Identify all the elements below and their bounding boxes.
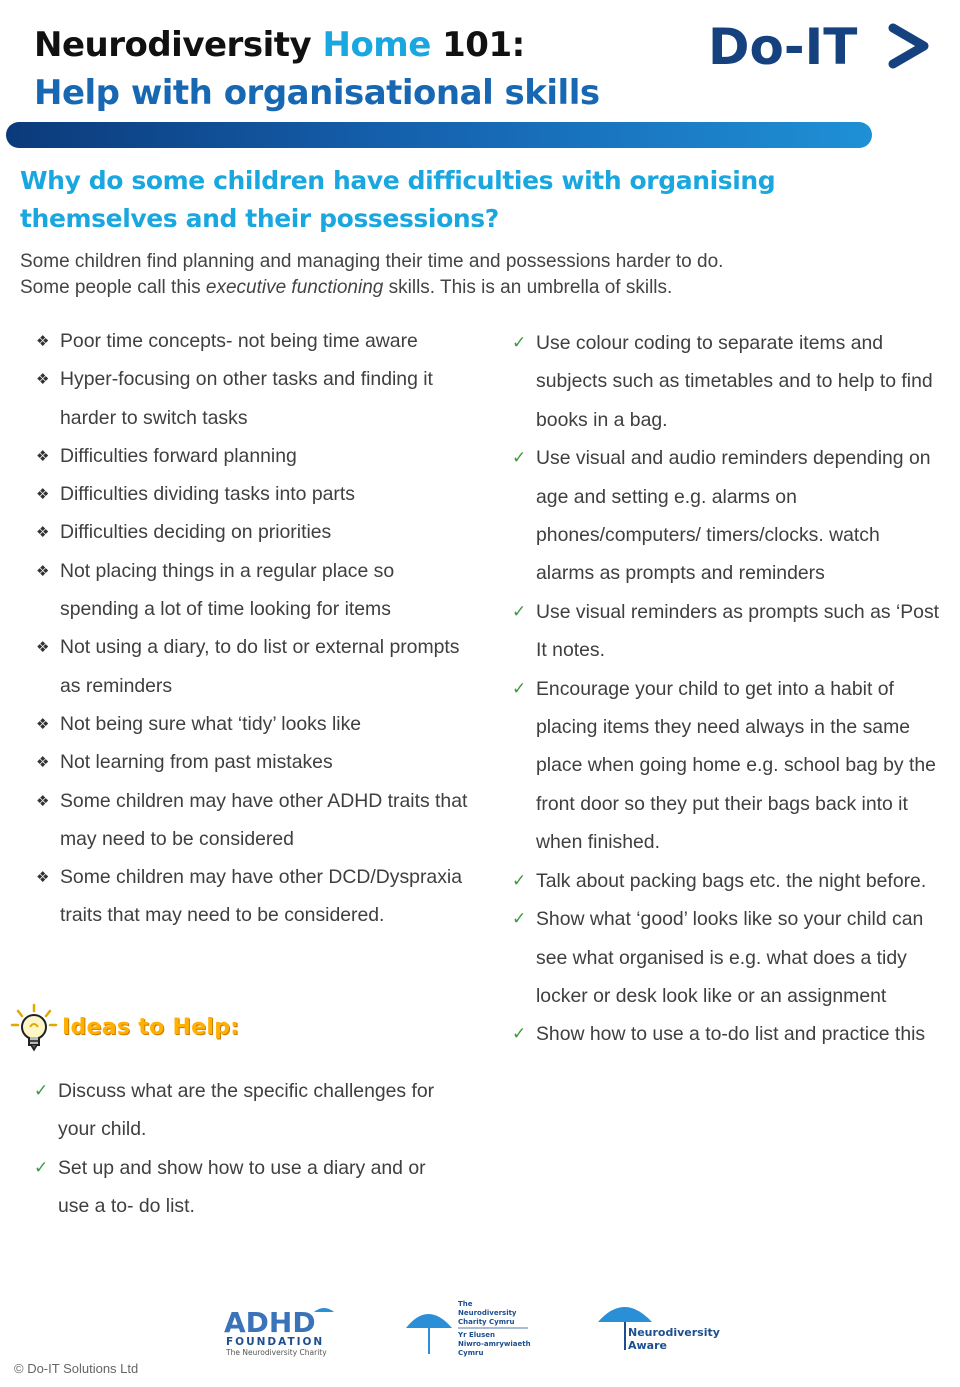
lightbulb-icon [10,1003,58,1057]
list-item-text: Not using a diary, to do list or external prompts as reminders [60,636,460,697]
neurodiversity-aware-logo [596,1292,726,1354]
list-item [36,360,476,437]
ideas-heading [10,1003,310,1059]
list-item [36,782,476,859]
list-item-text: Show how to use a to-do list and practice this [536,1023,926,1046]
list-item-text: Use colour coding to separate items and subjects such as timetables and to help to find books in a bag. [536,332,933,431]
ideas-heading-label: Ideas to Help: [62,1015,240,1040]
logo-text: Do-IT [708,18,858,76]
title-accent: Home [322,25,431,65]
umbrella-icon [314,1308,334,1312]
adhd-foundation-logo [222,1302,340,1358]
checkmark-icon: ✓ [512,1024,527,1045]
ideas-list-right [512,324,942,1054]
list-item-text: Hyper-focusing on other tasks and finding it harder to switch tasks [60,368,433,429]
list-item [36,628,476,705]
list-item-text: Some children may have other ADHD traits that may need to be considered [60,789,468,850]
list-item-text: Difficulties deciding on priorities [60,521,332,544]
intro-text: skills. This is an umbrella of skills. [383,277,673,298]
list-item-text: Talk about packing bags etc. the night before. [536,869,927,892]
aware-logo-line: Aware [628,1339,667,1352]
diamond-bullet-icon: ❖ [36,714,50,733]
list-item-text: Show what ‘good’ looks like so your child can see what organised is e.g. what does a tidy locker or desk look like or an assignment [536,908,924,1007]
list-item [512,862,942,900]
list-item [36,322,476,360]
intro-text: Some people call this [20,277,206,298]
copyright-notice: © Do-IT Solutions Ltd [14,1361,139,1376]
checkmark-icon: ✓ [34,1081,49,1101]
diamond-bullet-icon: ❖ [36,523,50,542]
diamond-bullet-icon: ❖ [36,370,50,389]
diamond-bullet-icon: ❖ [36,868,50,887]
list-item-text: Discuss what are the specific challenges for your child. [58,1080,435,1141]
adhd-logo-name: ADHD [224,1306,316,1339]
cymru-logo-line: Neurodiversity [458,1309,517,1317]
list-item-text: Not being sure what ‘tidy’ looks like [60,712,362,735]
list-item-text: Difficulties forward planning [60,444,297,467]
list-item [512,439,942,593]
header-banner [6,122,872,148]
cymru-logo-line: Yr Elusen [458,1331,496,1339]
cymru-logo-line: Charity Cymru [458,1318,515,1326]
logo-arrow-icon [893,28,924,64]
list-item [512,900,942,1015]
list-item-text: Not placing things in a regular place so spending a lot of time looking for items [60,559,395,621]
list-item-text: Poor time concepts- not being time aware [60,330,418,352]
list-item [36,475,476,513]
list-item [36,705,476,743]
list-item [512,593,942,670]
list-item [36,513,476,551]
aware-logo-line: Neurodiversity [628,1326,720,1339]
list-item [512,1015,942,1053]
diamond-bullet-icon: ❖ [36,485,50,504]
ideas-list-left [34,1072,454,1226]
list-item-text: Encourage your child to get into a habit of placing items they need always in the same place when going home e.g. school bag by the front door so they put their bags back into it when finished. [536,677,936,854]
list-item-text: Not learning from past mistakes [60,751,333,774]
intro-line: Some children find planning and managing their time and possessions harder to do. [20,251,724,272]
list-item [34,1072,454,1149]
intro-line [20,275,920,301]
difficulties-list [36,322,476,935]
diamond-bullet-icon: ❖ [36,561,50,580]
checkmark-icon: ✓ [512,601,527,622]
neurodiversity-cymru-logo [404,1298,534,1358]
title-text-end: 101: [430,25,525,65]
list-item-text: Use visual reminders as prompts such as ‘Post It notes. [536,600,940,662]
umbrella-icon [406,1314,452,1328]
cymru-logo-line: Cymru [458,1349,484,1357]
section-question: Why do some children have difficulties with organising themselves and their possessions? [20,166,776,233]
do-it-logo [708,16,930,76]
checkmark-icon: ✓ [512,870,527,891]
list-item [36,858,476,935]
list-item [36,552,476,629]
adhd-logo-line2: FOUNDATION [226,1336,325,1348]
list-item-text: Set up and show how to use a diary and or use a to- do list. [58,1156,426,1218]
checkmark-icon: ✓ [512,448,527,469]
adhd-logo-line3: The Neurodiversity Charity [226,1348,327,1357]
diamond-bullet-icon: ❖ [36,791,50,810]
list-item [512,324,942,439]
checkmark-icon: ✓ [512,678,527,699]
cymru-logo-line: Niwro-amrywiaeth [458,1340,531,1348]
page-subtitle: Help with organisational skills [34,73,600,113]
diamond-bullet-icon: ❖ [36,753,50,772]
page-title [34,22,600,118]
intro-paragraph [20,249,920,301]
cymru-logo-line: The [458,1300,473,1308]
diamond-bullet-icon: ❖ [36,446,50,465]
list-item [512,670,942,862]
list-item-text: Difficulties dividing tasks into parts [60,483,355,506]
checkmark-icon: ✓ [512,333,527,353]
title-line [34,22,600,68]
list-item [34,1149,454,1226]
checkmark-icon: ✓ [512,909,527,930]
list-item [36,743,476,781]
diamond-bullet-icon: ❖ [36,332,50,350]
list-item-text: Use visual and audio reminders depending on age and setting e.g. alarms on phones/computers/ timers/clocks. watch alarms as prompts and reminders [536,447,931,585]
checkmark-icon: ✓ [34,1157,49,1178]
diamond-bullet-icon: ❖ [36,638,50,657]
list-item [36,437,476,475]
umbrella-icon [598,1307,652,1322]
list-item-text: Some children may have other DCD/Dyspraxia traits that may need to be considered. [60,866,462,927]
intro-italic: executive functioning [205,277,384,298]
title-text: Neurodiversity [34,25,323,65]
